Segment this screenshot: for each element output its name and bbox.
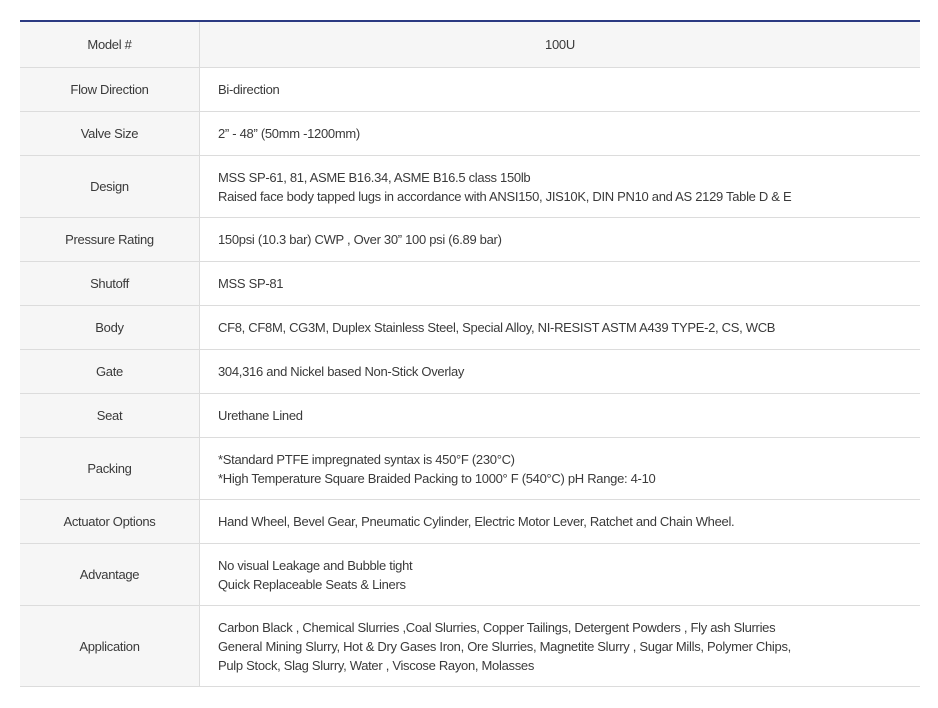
table-row (20, 606, 920, 687)
row-value-line: 2” - 48” (50mm -1200mm) (218, 126, 360, 141)
table-row (20, 544, 920, 606)
row-value-line: General Mining Slurry, Hot & Dry Gases Iron, Ore Slurries, Magnetite Slurry , Sugar Mills, Polymer Chips, (218, 638, 791, 654)
row-label: Gate (20, 350, 200, 394)
row-value-line: Raised face body tapped lugs in accordance with ANSI150, JIS10K, DIN PN10 and AS 2129 Table D & E (218, 188, 792, 204)
table-row (20, 262, 920, 306)
row-value-line: Quick Replaceable Seats & Liners (218, 576, 406, 592)
row-label: Seat (20, 394, 200, 438)
table-row (20, 306, 920, 350)
row-value (200, 394, 921, 438)
table-row (20, 438, 920, 500)
row-label: Design (20, 156, 200, 218)
row-value (200, 544, 921, 606)
row-value-line: Carbon Black , Chemical Slurries ,Coal Slurries, Copper Tailings, Detergent Powders , Fly ash Slurries (218, 619, 776, 635)
row-value (200, 112, 921, 156)
row-value (200, 156, 921, 218)
row-label: Application (20, 606, 200, 687)
row-label: Actuator Options (20, 500, 200, 544)
row-value-line: No visual Leakage and Bubble tight (218, 557, 413, 573)
row-value-line: 150psi (10.3 bar) CWP , Over 30” 100 psi (6.89 bar) (218, 232, 502, 247)
table-row (20, 500, 920, 544)
row-value-line: MSS SP-61, 81, ASME B16.34, ASME B16.5 class 150lb (218, 169, 531, 185)
table-row (20, 218, 920, 262)
row-label: Packing (20, 438, 200, 500)
row-value (200, 500, 921, 544)
row-value (200, 68, 921, 112)
row-value-line: Bi-direction (218, 82, 280, 97)
table-row (20, 156, 920, 218)
row-label: Pressure Rating (20, 218, 200, 262)
row-label: Flow Direction (20, 68, 200, 112)
row-value (200, 606, 921, 687)
header-value-cell: 100U (200, 21, 921, 68)
row-label: Valve Size (20, 112, 200, 156)
table-row (20, 350, 920, 394)
row-label: Shutoff (20, 262, 200, 306)
row-value (200, 350, 921, 394)
row-value (200, 438, 921, 500)
row-value-line: *High Temperature Square Braided Packing to 1000° F (540°C) pH Range: 4-10 (218, 470, 656, 486)
header-label-cell: Model # (20, 21, 200, 68)
row-value (200, 218, 921, 262)
row-value-line: Pulp Stock, Slag Slurry, Water , Viscose Rayon, Molasses (218, 657, 535, 673)
row-label: Advantage (20, 544, 200, 606)
spec-table (20, 20, 920, 687)
row-value-line: Urethane Lined (218, 408, 303, 423)
row-value-line: CF8, CF8M, CG3M, Duplex Stainless Steel, Special Alloy, NI-RESIST ASTM A439 TYPE-2, CS, WCB (218, 320, 776, 335)
row-value-line: 304,316 and Nickel based Non-Stick Overlay (218, 364, 465, 379)
row-value-line: *Standard PTFE impregnated syntax is 450°F (230°C) (218, 451, 515, 467)
table-row (20, 112, 920, 156)
row-value (200, 262, 921, 306)
table-row (20, 394, 920, 438)
row-value (200, 306, 921, 350)
row-value-line: MSS SP-81 (218, 276, 284, 291)
table-header-row (20, 21, 920, 68)
table-row (20, 68, 920, 112)
row-label: Body (20, 306, 200, 350)
row-value-line: Hand Wheel, Bevel Gear, Pneumatic Cylinder, Electric Motor Lever, Ratchet and Chain Wheel. (218, 514, 735, 529)
